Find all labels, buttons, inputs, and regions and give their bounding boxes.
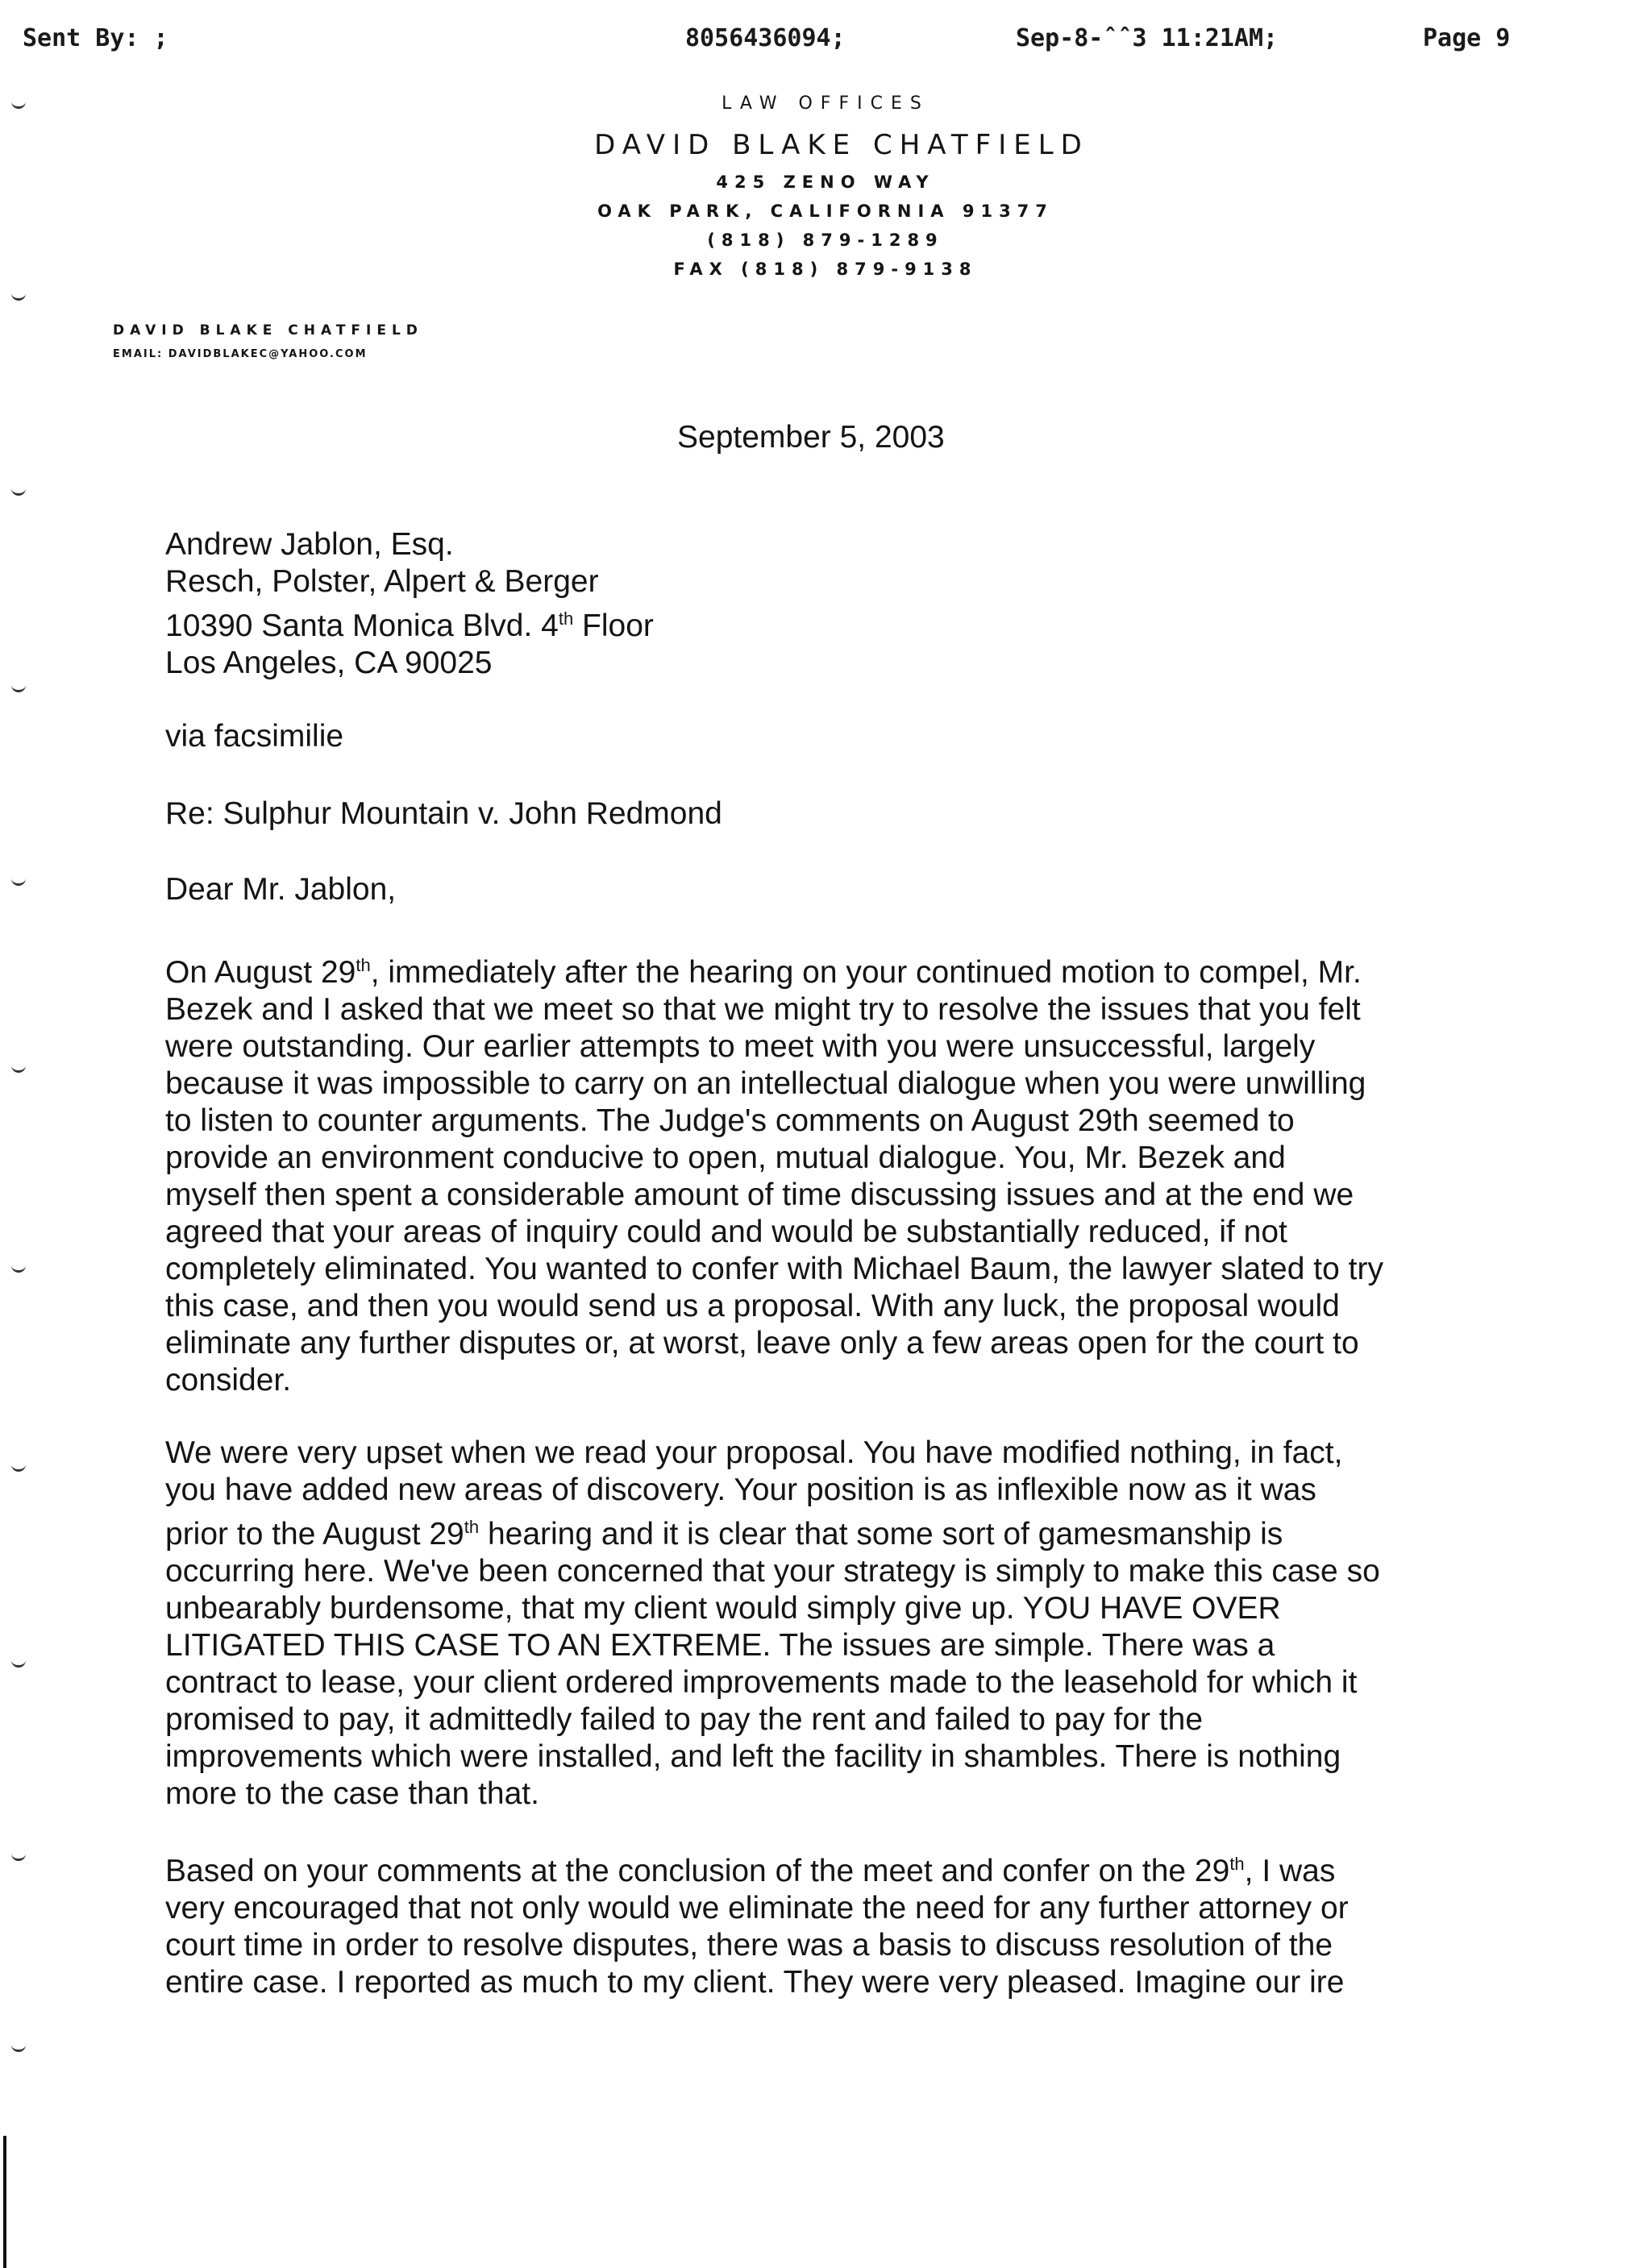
paragraph-line: entire case. I reported as much to my client. They were very pleased. Imagine our ire <box>165 1965 1345 2000</box>
hole-punch-mark <box>11 1264 26 1273</box>
paragraph-line <box>165 1846 1349 1890</box>
p3-l1-end: , I was <box>1244 1854 1336 1888</box>
recipient-firm: Resch, Polster, Alpert & Berger <box>165 564 599 599</box>
paragraph-line: We were very upset when we read your proposal. You have modified nothing, in fact, <box>165 1435 1343 1470</box>
fax-phone-number: 8056436094; <box>685 24 846 52</box>
sender-name: DAVID BLAKE CHATFIELD <box>113 322 423 339</box>
p2-l3-start: prior to the August 29 <box>165 1517 464 1551</box>
hole-punch-mark <box>11 683 26 692</box>
paragraph-3 <box>165 1846 1349 2001</box>
paragraph-line: promised to pay, it admittedly failed to pay the rent and failed to pay for the <box>165 1702 1204 1737</box>
hole-punch-mark <box>11 487 26 496</box>
paragraph-line: you have added new areas of discovery. Your position is as inflexible now as it was <box>165 1473 1316 1507</box>
recipient-name: Andrew Jablon, Esq. <box>165 527 454 562</box>
recipient-street-sup: th <box>558 609 574 629</box>
paragraph-line: contract to lease, your client ordered improvements made to the leasehold for which it <box>165 1665 1358 1700</box>
scan-edge-bar <box>3 2136 6 2268</box>
paragraph-line: consider. <box>165 1363 292 1398</box>
letterhead-fax: FAX (818) 879-9138 <box>673 260 978 279</box>
paragraph-line: occurring here. We've been concerned that your strategy is simply to make this case so <box>165 1554 1380 1589</box>
paragraph-line: because it was impossible to carry on an intellectual dialogue when you were unwilling <box>165 1066 1366 1101</box>
paragraph-line <box>165 947 1383 991</box>
hole-punch-mark <box>11 1659 26 1668</box>
fax-sender: Sent By: ; <box>23 24 168 52</box>
paragraph-line: this case, and then you would send us a proposal. With any luck, the proposal would <box>165 1289 1340 1323</box>
subject-line: Re: Sulphur Mountain v. John Redmond <box>165 796 722 831</box>
paragraph-line: LITIGATED THIS CASE TO AN EXTREME. The issues are simple. There was a <box>165 1628 1275 1663</box>
p3-l1-start: Based on your comments at the conclusion of the meet and confer on the 29 <box>165 1854 1230 1888</box>
letterhead-city: OAK PARK, CALIFORNIA 91377 <box>597 201 1054 221</box>
p1-l1-start: On August 29 <box>165 955 356 990</box>
salutation: Dear Mr. Jablon, <box>165 872 397 907</box>
paragraph-line: improvements which were installed, and left the facility in shambles. There is nothing <box>165 1739 1341 1774</box>
letterhead-phone: (818) 879-1289 <box>707 231 944 250</box>
paragraph-line: were outstanding. Our earlier attempts to meet with you were unsuccessful, largely <box>165 1029 1316 1064</box>
paragraph-line: Bezek and I asked that we meet so that we might try to resolve the issues that you felt <box>165 992 1361 1027</box>
p2-l3-sup: th <box>464 1517 480 1537</box>
recipient-address-block <box>165 526 654 682</box>
paragraph-line: very encouraged that not only would we eliminate the need for any further attorney or <box>165 1891 1349 1925</box>
sender-email: EMAIL: DAVIDBLAKEC@YAHOO.COM <box>113 348 368 360</box>
p1-l1-sup: th <box>356 955 371 975</box>
hole-punch-mark <box>11 292 26 301</box>
paragraph-line <box>165 1509 1380 1553</box>
fax-datetime: Sep-8-ˆˆ3 11:21AM; <box>1016 24 1279 52</box>
letterhead-law-offices: LAW OFFICES <box>722 93 929 114</box>
fax-page-number: Page 9 <box>1423 24 1511 52</box>
p1-l1-end: , immediately after the hearing on your continued motion to compel, Mr. <box>370 955 1362 990</box>
paragraph-1 <box>165 947 1383 1399</box>
paragraph-line: agreed that your areas of inquiry could and would be substantially reduced, if not <box>165 1215 1287 1249</box>
paragraph-line: to listen to counter arguments. The Judge's comments on August 29th seemed to <box>165 1103 1295 1138</box>
paragraph-line: completely eliminated. You wanted to confer with Michael Baum, the lawyer slated to try <box>165 1252 1383 1286</box>
paragraph-2 <box>165 1435 1380 1813</box>
paragraph-line: unbearably burdensome, that my client would simply give up. YOU HAVE OVER <box>165 1591 1281 1626</box>
paragraph-line: provide an environment conducive to open, mutual dialogue. You, Mr. Bezek and <box>165 1140 1286 1175</box>
letter-date: September 5, 2003 <box>677 420 945 455</box>
p2-l3-end: hearing and it is clear that some sort of gamesmanship is <box>479 1517 1283 1551</box>
letterhead-firm-name: DAVID BLAKE CHATFIELD <box>594 129 1089 161</box>
paragraph-line: eliminate any further disputes or, at worst, leave only a few areas open for the court to <box>165 1326 1359 1360</box>
paragraph-line: more to the case than that. <box>165 1776 539 1811</box>
fax-transmission-header <box>0 24 1651 56</box>
recipient-street-end: Floor <box>573 609 654 643</box>
p3-l1-sup: th <box>1229 1854 1245 1874</box>
delivery-method: via facsimilie <box>165 719 344 754</box>
paragraph-line: myself then spent a considerable amount of time discussing issues and at the end we <box>165 1178 1354 1212</box>
recipient-street <box>165 600 654 645</box>
hole-punch-mark <box>11 1852 26 1861</box>
recipient-city: Los Angeles, CA 90025 <box>165 646 493 680</box>
hole-punch-mark <box>11 1463 26 1472</box>
paragraph-line: court time in order to resolve disputes, there was a basis to discuss resolution of the <box>165 1928 1333 1963</box>
recipient-street-main: 10390 Santa Monica Blvd. 4 <box>165 609 559 643</box>
hole-punch-mark <box>11 877 26 886</box>
hole-punch-mark <box>11 1064 26 1073</box>
hole-punch-mark <box>11 2043 26 2052</box>
letterhead-street: 425 ZENO WAY <box>716 172 935 192</box>
